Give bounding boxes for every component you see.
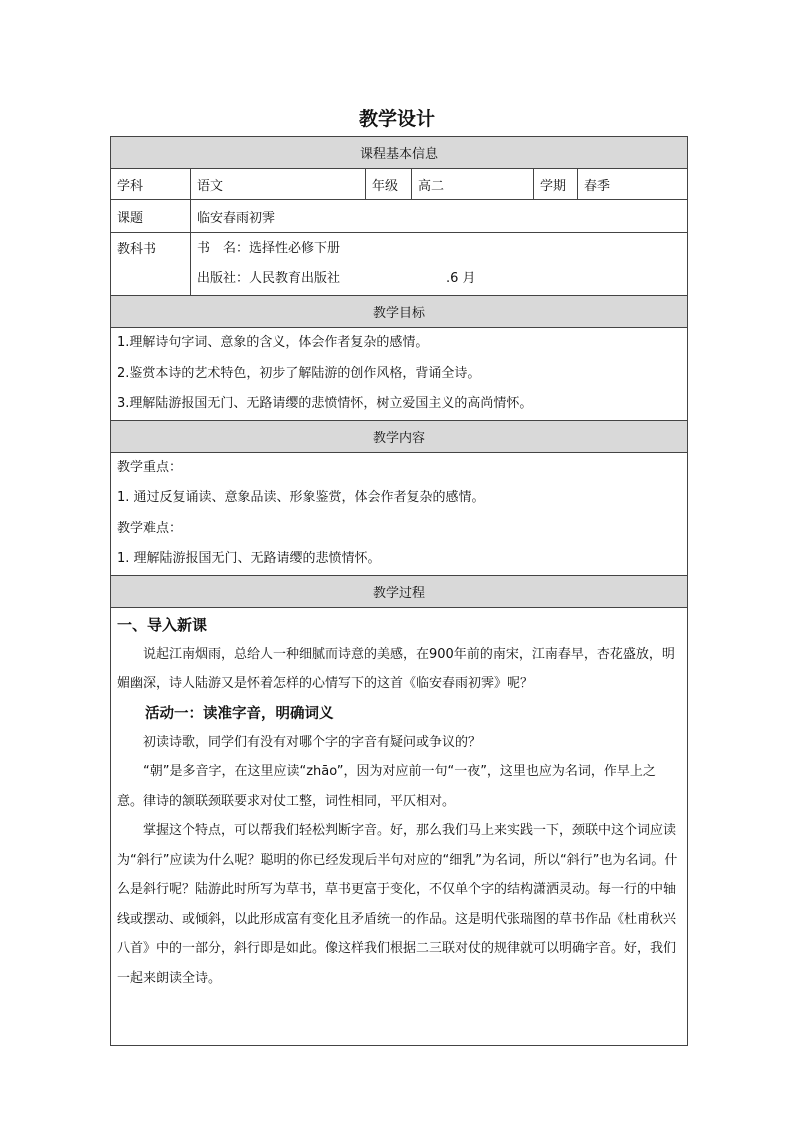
topic-row (111, 200, 688, 233)
paragraph: “朝”是多音字，在这里应读“zhāo”，因为对应前一句“一夜”，这里也应为名词，作早上之意。律诗的颔联颈联要求对仗工整，词性相同，平仄相对。 (117, 764, 656, 809)
process-header-row (111, 575, 688, 607)
term-label: 学期 (534, 169, 578, 200)
difficult-points-label: 教学难点： (117, 520, 183, 536)
paragraph: 掌握这个特点，可以帮我们轻松判断字音。好，那么我们马上来实践一下，颈联中这个词应读为“斜行”应读为什么呢？聪明的你已经发现后半句对应的“细乳”为名词，所以“斜行”也为名词。什么是斜行呢？陆游此时所写为草书，草书更富于变化，不仅单个字的结构潇洒灵动。每一行的中轴线或摆动、或倾斜，以此形成富有变化且矛盾统一的作品。这是明代张瑞图的草书作品《杜甫秋兴八首》中的一部分，斜行即是如此。像这样我们根据二三联对仗的规律就可以明确字音。好，我们一起来朗读全诗。 (117, 823, 678, 986)
process-row (111, 607, 688, 1045)
activity-heading: 活动一：读准字音，明确词义 (145, 704, 334, 722)
key-points-label: 教学重点： (117, 459, 183, 475)
grade-value: 高二 (412, 169, 534, 200)
basic-info-header: 课程基本信息 (111, 137, 688, 169)
objective-item: 2.鉴赏本诗的艺术特色，初步了解陆游的创作风格，背诵全诗。 (117, 365, 481, 381)
process-header: 教学过程 (111, 575, 688, 607)
content-header: 教学内容 (111, 420, 688, 452)
book-name-line: 书 名：选择性必修下册 (197, 241, 341, 256)
textbook-row (111, 233, 688, 296)
lesson-plan-table (110, 136, 688, 1046)
process-body (111, 607, 688, 1045)
content-header-row (111, 420, 688, 452)
section-heading: 一、导入新课 (117, 615, 208, 634)
textbook-info (191, 233, 688, 296)
subject-row (111, 169, 688, 200)
difficult-point-item: 1. 理解陆游报国无门、无路请缨的悲愤情怀。 (117, 551, 381, 566)
content-row (111, 452, 688, 575)
topic-value: 临安春雨初霁 (191, 200, 688, 233)
publisher-line (197, 264, 681, 294)
publish-date: .6 月 (446, 271, 476, 286)
objective-item: 1.理解诗句字词、意象的含义，体会作者复杂的感情。 (117, 335, 429, 350)
content-body (111, 452, 688, 575)
objectives-header: 教学目标 (111, 296, 688, 328)
document-title: 教学设计 (358, 108, 435, 130)
objectives-list (111, 328, 688, 421)
objectives-header-row (111, 296, 688, 328)
paragraph: 初读诗歌，同学们有没有对哪个字的字音有疑问或争议的？ (143, 734, 482, 750)
objective-item: 3.理解陆游报国无门、无路请缨的悲愤情怀，树立爱国主义的高尚情怀。 (117, 396, 533, 411)
key-point-item: 1. 通过反复诵读、意象品读、形象鉴赏，体会作者复杂的感情。 (117, 490, 485, 505)
grade-label: 年级 (366, 169, 412, 200)
term-value: 春季 (578, 169, 688, 200)
subject-value: 语文 (191, 169, 366, 200)
subject-label: 学科 (111, 169, 191, 200)
publisher-text: 出版社：人民教育出版社 (197, 271, 341, 286)
paragraph: 说起江南烟雨，总给人一种细腻而诗意的美感，在900年前的南宋，江南春早，杏花盛放，明媚幽深，诗人陆游又是怀着怎样的心情写下的这首《临安春雨初霁》呢？ (117, 646, 675, 691)
textbook-label: 教科书 (111, 233, 191, 296)
objectives-row (111, 328, 688, 421)
topic-label: 课题 (111, 200, 191, 233)
basic-info-header-row (111, 137, 688, 169)
